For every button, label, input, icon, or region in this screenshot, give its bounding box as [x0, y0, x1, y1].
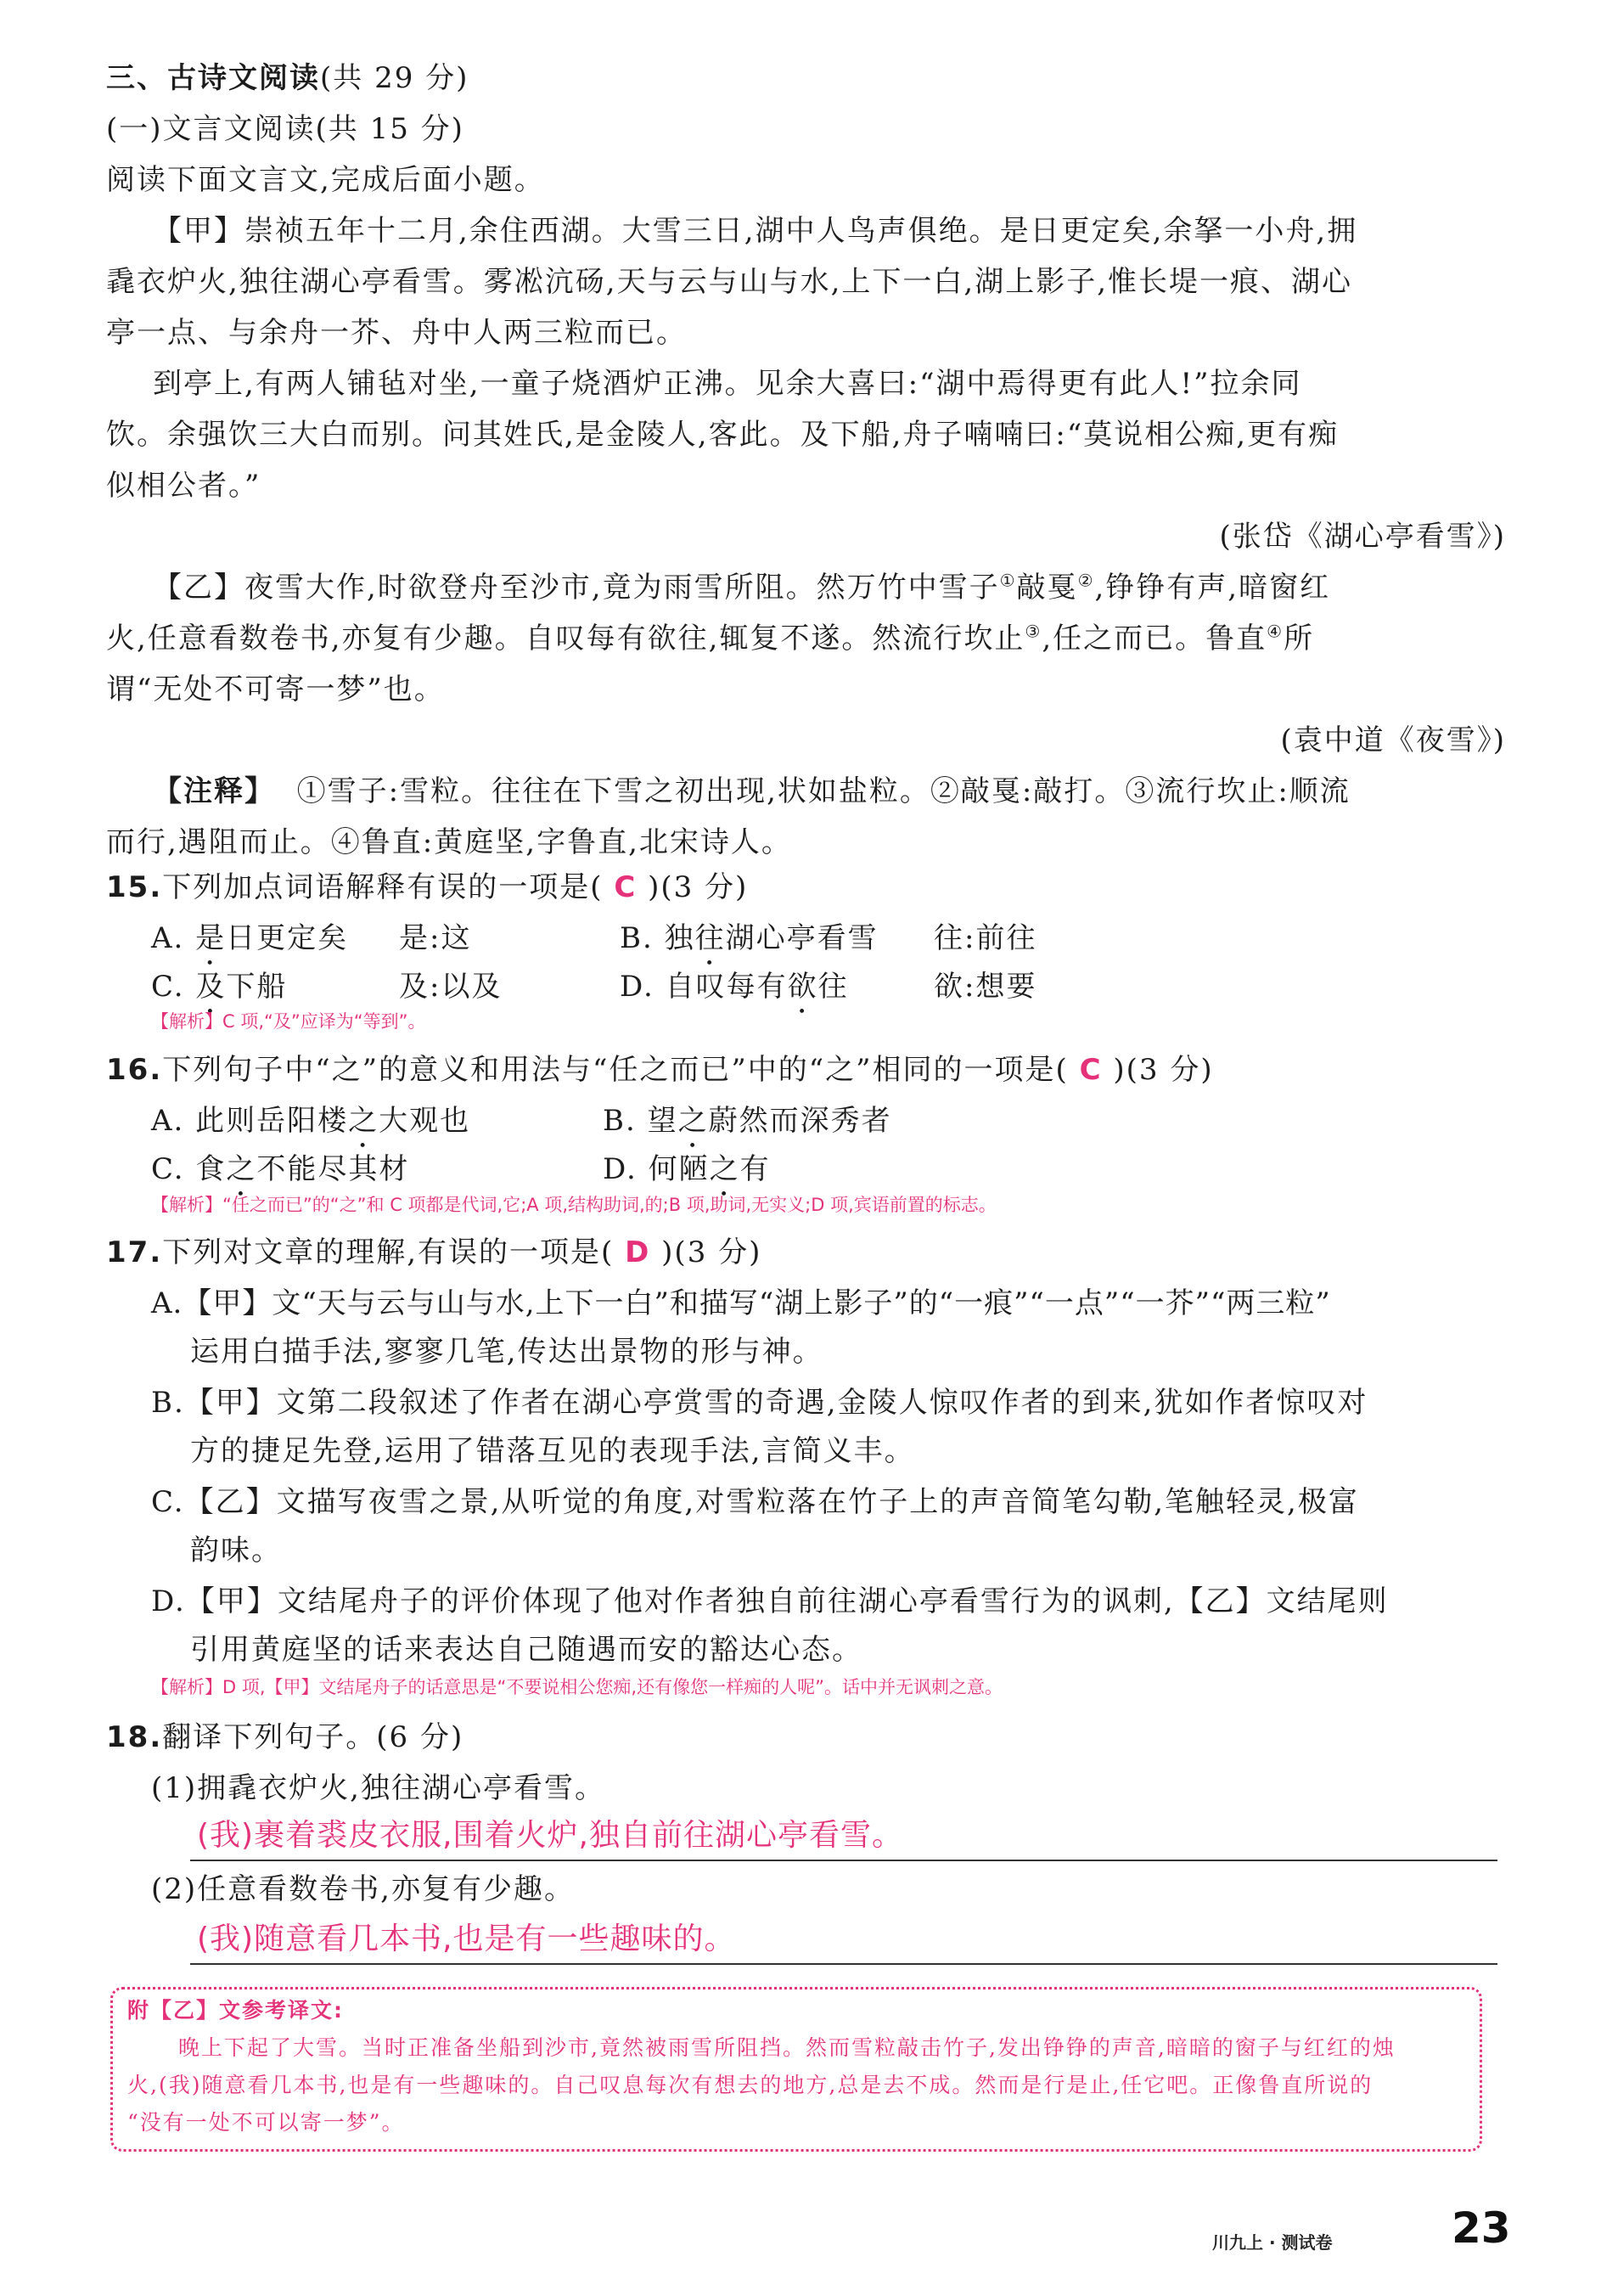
note-marker: ④	[1267, 621, 1284, 642]
q15-option-c: C. 及下船	[151, 970, 288, 1004]
notes-line: 而行,遇阻而止。④鲁直:黄庭坚,字鲁直,北宋诗人。	[106, 825, 792, 859]
q16-option-c: C. 食之不能尽其材	[151, 1152, 410, 1186]
passage-jia-line: 亭一点、与余舟一芥、舟中人两三粒而已。	[106, 316, 687, 350]
appendix-line: 晚上下起了大雪。当时正准备坐船到沙市,竟然被雨雪所阻挡。然而雪粒敲击竹子,发出铮铮的声音,暗暗的窗子与红红的烛	[178, 2035, 1396, 2060]
q15-stem: 15.下列加点词语解释有误的一项是( C )(3 分)	[106, 870, 749, 904]
q15-gloss-b: 往:前往	[934, 921, 1037, 955]
section-title: 三、古诗文阅读	[106, 61, 320, 95]
q16-option-a: A. 此则岳阳楼之大观也	[151, 1104, 471, 1138]
note-marker: ①	[999, 570, 1017, 591]
footer-label: 川九上 · 测试卷	[1212, 2232, 1333, 2253]
q17-option-c-cont: 韵味。	[190, 1533, 282, 1567]
page-number: 23	[1452, 2203, 1511, 2253]
q15-gloss-d: 欲:想要	[934, 970, 1037, 1004]
q15-option-d: D. 自叹每有欲往	[620, 970, 849, 1004]
passage-jia-line: 到亭上,有两人铺毡对坐,一童子烧酒炉正沸。见余大喜曰:“湖中焉得更有此人!”拉余同	[153, 367, 1302, 401]
q17-option-c: C.【乙】文描写夜雪之景,从听觉的角度,对雪粒落在竹子上的声音简笔勾勒,笔触轻灵,极富	[151, 1485, 1359, 1519]
q17-option-b: B.【甲】文第二段叙述了作者在湖心亭赏雪的奇遇,金陵人惊叹作者的到来,犹如作者惊叹对	[151, 1386, 1368, 1420]
q17-option-b-cont: 方的捷足先登,运用了错落互见的表现手法,言简义丰。	[190, 1434, 915, 1468]
q17-option-d-cont: 引用黄庭坚的话来表达自己随遇而安的豁达心态。	[190, 1633, 862, 1667]
q17-analysis: 【解析】D 项,【甲】文结尾舟子的话意思是“不要说相公您痴,还有像您一样痴的人呢”。话中并无讽刺之意。	[151, 1677, 1003, 1697]
q15-option-b: B. 独往湖心亭看雪	[620, 921, 879, 955]
question-number: 16.	[106, 1053, 163, 1087]
section-score: (共 29 分)	[320, 61, 469, 95]
question-number: 17.	[106, 1235, 163, 1269]
question-number: 18.	[106, 1720, 163, 1754]
q17-option-a-cont: 运用白描手法,寥寥几笔,传达出景物的形与神。	[190, 1335, 823, 1369]
passage-yi-source: (袁中道《夜雪》)	[1280, 723, 1506, 757]
question-number: 15.	[106, 870, 163, 904]
q15-gloss-c: 及:以及	[399, 970, 503, 1004]
q16-answer: C	[1079, 1053, 1103, 1087]
q15-analysis: 【解析】C 项,“及”应译为“等到”。	[151, 1011, 426, 1032]
passage-yi-line: 火,任意看数卷书,亦复有少趣。自叹每有欲往,辄复不遂。然流行坎止③,任之而已。鲁直④所	[106, 621, 1315, 656]
q17-option-d: D.【甲】文结尾舟子的评价体现了他对作者独自前往湖心亭看雪行为的讽刺,【乙】文结尾则	[151, 1584, 1389, 1618]
passage-jia-line: 毳衣炉火,独往湖心亭看雪。雾凇沆砀,天与云与山与水,上下一白,湖上影子,惟长堤一痕、湖心	[106, 265, 1353, 299]
note-marker: ③	[1025, 621, 1042, 642]
q15-answer: C	[614, 870, 638, 904]
passage-jia-source: (张岱《湖心亭看雪》)	[1219, 520, 1506, 554]
q16-stem: 16.下列句子中“之”的意义和用法与“任之而已”中的“之”相同的一项是( C )(3 分)	[106, 1053, 1214, 1087]
q18-stem: 18.翻译下列句子。(6 分)	[106, 1720, 464, 1754]
subsection-heading: (一)文言文阅读(共 15 分)	[106, 112, 464, 146]
q18-answer-1: (我)裹着裘皮衣服,围着火炉,独自前往湖心亭看雪。	[197, 1818, 903, 1853]
passage-jia-line: 饮。余强饮三大白而别。问其姓氏,是金陵人,客此。及下船,舟子喃喃曰:“莫说相公痴,更有痴	[106, 418, 1340, 452]
note-marker: ②	[1077, 570, 1095, 591]
q16-option-d: D. 何陋之有	[603, 1152, 771, 1186]
appendix-line: “没有一处不可以寄一梦”。	[127, 2110, 405, 2135]
notes-line: 【注释】 ①雪子:雪粒。往往在下雪之初出现,状如盐粒。②敲戛:敲打。③流行坎止:顺流	[153, 774, 1351, 808]
passage-jia-line: 似相公者。”	[106, 469, 261, 503]
q17-stem: 17.下列对文章的理解,有误的一项是( D )(3 分)	[106, 1235, 762, 1269]
q17-option-a: A.【甲】文“天与云与山与水,上下一白”和描写“湖上影子”的“一痕”“一点”“一芥”“两三粒”	[151, 1286, 1331, 1320]
q18-sentence-2: (2)任意看数卷书,亦复有少趣。	[151, 1872, 575, 1906]
q16-analysis: 【解析】“任之而已”的“之”和 C 项都是代词,它;A 项,结构助词,的;B 项,助词,无实义;D 项,宾语前置的标志。	[151, 1195, 997, 1215]
q15-gloss-a: 是:这	[399, 921, 472, 955]
appendix-title: 附【乙】文参考译文:	[127, 1998, 344, 2023]
q15-option-a: A. 是日更定矣	[151, 921, 349, 955]
passage-yi-line: 【乙】夜雪大作,时欲登舟至沙市,竟为雨雪所阻。然万竹中雪子①敲戛②,铮铮有声,暗窗红	[153, 570, 1331, 605]
section-heading	[106, 61, 469, 95]
q16-option-b: B. 望之蔚然而深秀者	[603, 1104, 892, 1138]
notes-label: 【注释】	[153, 774, 275, 808]
q18-answer-2: (我)随意看几本书,也是有一些趣味的。	[197, 1922, 736, 1956]
passage-yi-line: 谓“无处不可寄一梦”也。	[106, 672, 445, 706]
answer-line	[190, 1860, 1497, 1861]
appendix-line: 火,(我)随意看几本书,也是有一些趣味的。自己叹息每次有想去的地方,总是去不成。然而是行是止,任它吧。正像鲁直所说的	[127, 2073, 1373, 2097]
instruction-text: 阅读下面文言文,完成后面小题。	[106, 163, 545, 197]
q18-sentence-1: (1)拥毳衣炉火,独往湖心亭看雪。	[151, 1771, 605, 1805]
q17-answer: D	[625, 1235, 651, 1269]
answer-line	[190, 1963, 1497, 1965]
passage-jia-line: 【甲】崇祯五年十二月,余住西湖。大雪三日,湖中人鸟声俱绝。是日更定矣,余拏一小舟,拥	[153, 214, 1358, 248]
